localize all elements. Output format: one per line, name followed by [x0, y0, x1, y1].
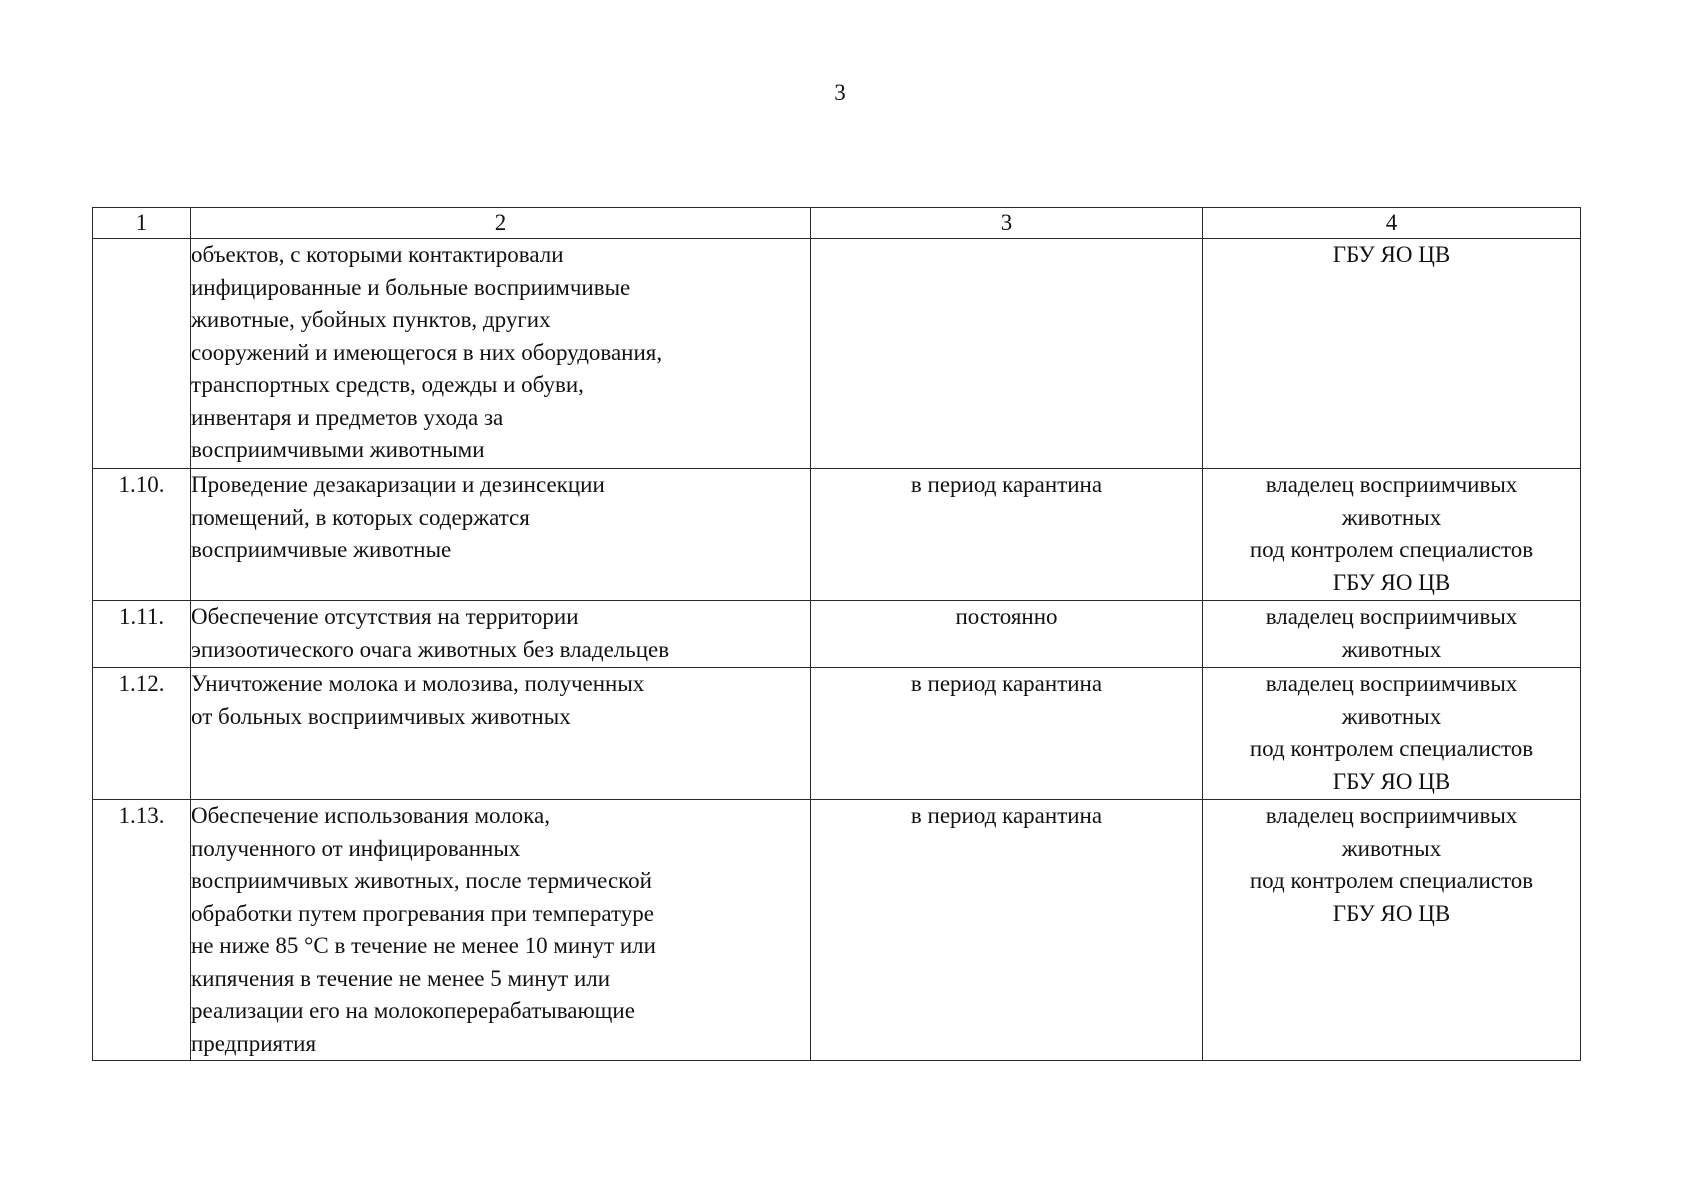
description-line: транспортных средств, одежды и обуви,: [191, 372, 584, 397]
description-line: восприимчивые животные: [191, 537, 452, 562]
header-col-2: 2: [191, 208, 811, 239]
responsible-line: под контролем специалистов: [1249, 868, 1534, 893]
description-line: инвентаря и предметов ухода за: [191, 404, 504, 430]
item-number-cell: 1.13.: [93, 800, 191, 1061]
description-line: объектов, с которыми контактировали: [191, 242, 564, 267]
responsible-cell: [1203, 469, 1581, 601]
measure-description-cell: [191, 668, 811, 800]
item-number-cell: [93, 239, 191, 469]
table-row: [93, 668, 1581, 800]
responsible-line: животных: [1341, 703, 1442, 729]
description-line: восприимчивыми животными: [191, 437, 485, 462]
description-line: Обеспечение отсутствия на территории: [191, 604, 579, 629]
measure-description-cell: [191, 469, 811, 601]
description-line: реализации его на молокоперерабатывающие: [191, 998, 635, 1023]
responsible-line: ГБУ ЯО ЦВ: [1332, 900, 1451, 926]
term-cell: постоянно: [811, 601, 1203, 668]
header-col-4: 4: [1203, 208, 1581, 239]
description-line: животные, убойных пунктов, других: [191, 307, 551, 332]
description-line: эпизоотического очага животных без владельцев: [191, 636, 670, 662]
description-line: восприимчивых животных, после термической: [191, 868, 652, 893]
term-cell: [811, 239, 1203, 469]
description-line: не ниже 85 °C в течение не менее 10 минут или: [191, 933, 656, 958]
description-line: Уничтожение молока и молозива, полученных: [191, 671, 645, 696]
responsible-line: ГБУ ЯО ЦВ: [1332, 569, 1451, 595]
description-line: предприятия: [191, 1030, 317, 1056]
table-body: [93, 239, 1581, 1061]
responsible-line: животных: [1341, 835, 1442, 861]
description-line: обработки путем прогревания при температуре: [191, 900, 654, 926]
item-number-cell: 1.10.: [93, 469, 191, 601]
term-cell: в период карантина: [811, 469, 1203, 601]
responsible-line: владелец восприимчивых: [1265, 671, 1518, 696]
measure-description-cell: [191, 601, 811, 668]
responsible-line: ГБУ ЯО ЦВ: [1332, 242, 1451, 267]
item-number-cell: 1.11.: [93, 601, 191, 668]
header-col-1: 1: [93, 208, 191, 239]
responsible-line: животных: [1341, 636, 1442, 662]
measure-description-cell: [191, 239, 811, 469]
item-number-cell: 1.12.: [93, 668, 191, 800]
description-line: от больных восприимчивых животных: [191, 703, 571, 729]
table-row: [93, 601, 1581, 668]
responsible-cell: [1203, 668, 1581, 800]
description-line: кипячения в течение не менее 5 минут или: [191, 965, 611, 991]
table-row: [93, 469, 1581, 601]
description-line: помещений, в которых содержатся: [191, 504, 530, 530]
table-row: [93, 239, 1581, 469]
responsible-line: владелец восприимчивых: [1265, 472, 1518, 497]
responsible-line: владелец восприимчивых: [1265, 604, 1518, 629]
responsible-cell: [1203, 800, 1581, 1061]
term-cell: в период карантина: [811, 668, 1203, 800]
description-line: сооружений и имеющегося в них оборудования,: [191, 339, 663, 365]
responsible-line: владелец восприимчивых: [1265, 803, 1518, 828]
table-row: [93, 800, 1581, 1061]
responsible-line: животных: [1341, 504, 1442, 530]
measures-table: [92, 207, 1581, 1061]
table-header-row: [93, 208, 1581, 239]
header-col-3: 3: [811, 208, 1203, 239]
description-line: Обеспечение использования молока,: [191, 803, 550, 828]
page-number: 3: [834, 80, 846, 105]
description-line: инфицированные и больные восприимчивые: [191, 274, 631, 300]
description-line: Проведение дезакаризации и дезинсекции: [191, 472, 605, 497]
description-line: полученного от инфицированных: [191, 835, 521, 861]
responsible-line: под контролем специалистов: [1249, 736, 1534, 761]
term-cell: в период карантина: [811, 800, 1203, 1061]
measure-description-cell: [191, 800, 811, 1061]
responsible-line: под контролем специалистов: [1249, 537, 1534, 562]
responsible-line: ГБУ ЯО ЦВ: [1332, 768, 1451, 794]
responsible-cell: [1203, 601, 1581, 668]
responsible-cell: [1203, 239, 1581, 469]
